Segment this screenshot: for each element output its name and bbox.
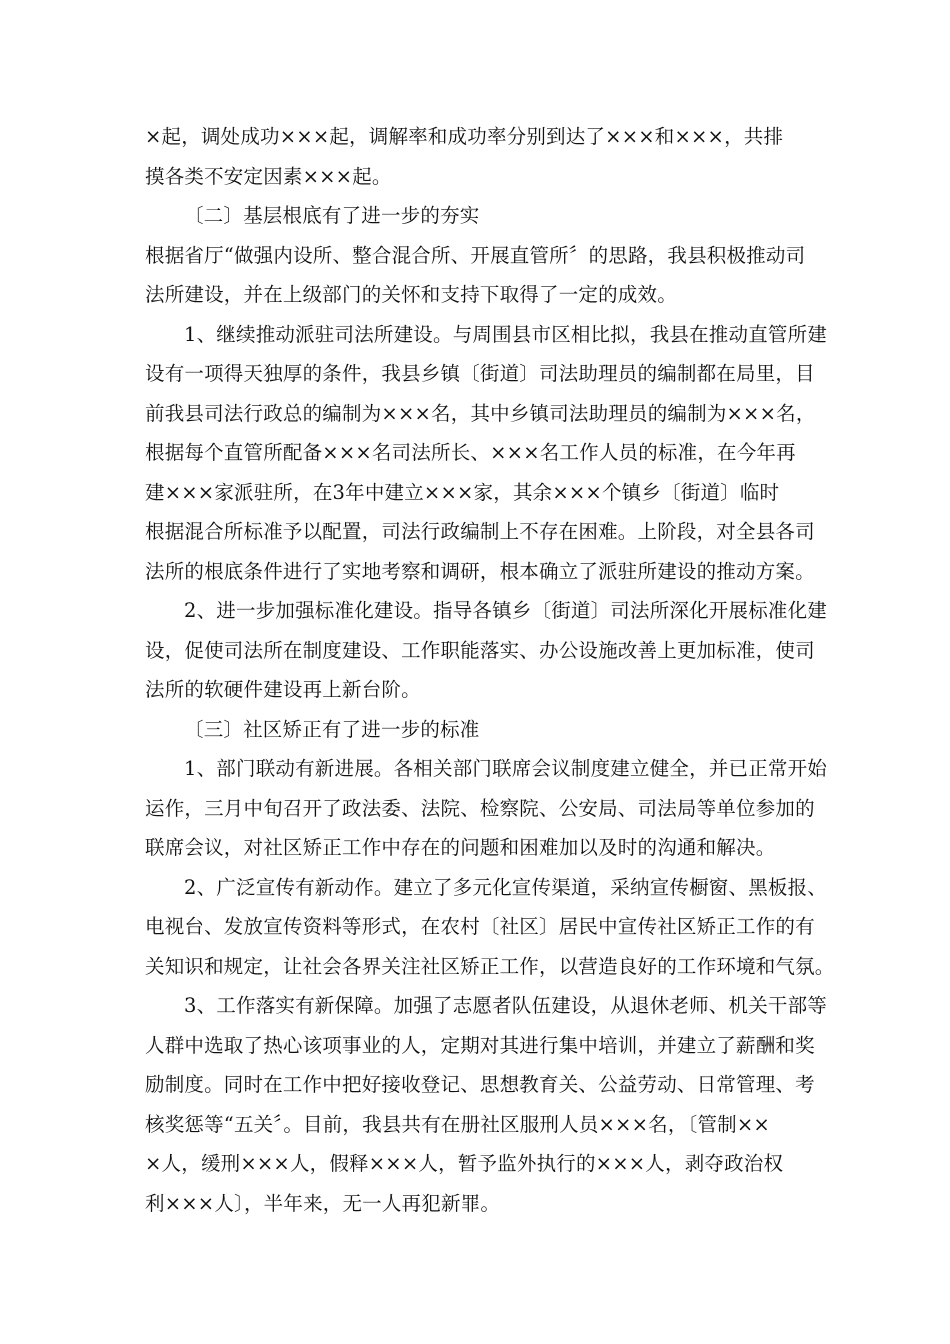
text-line: 联席会议，对社区矫正工作中存在的问题和困难加以及时的沟通和解决。 (145, 836, 776, 859)
text-line: 摸各类不安定因素×××起。 (145, 164, 392, 188)
text-line: 利×××人〕，半年来，无一人再犯新罪。 (145, 1191, 501, 1215)
text-line: 〔二〕基层根底有了进一步的夯实 (184, 204, 480, 227)
text-line: 2、进一步加强标准化建设。指导各镇乡〔街道〕司法所深化开展标准化建 (184, 599, 828, 622)
section-heading (145, 196, 825, 236)
text-line: 3、工作落实有新保障。加强了志愿者队伍建设，从退休老师、机关干部等 (184, 994, 828, 1017)
body-paragraph (145, 986, 828, 1223)
text-line: 根据省厅“做强内设所、整合混合所、开展直管所〞的思路，我县积极推动司 (145, 243, 806, 267)
section-heading (145, 710, 825, 750)
text-line: 1、部门联动有新进展。各相关部门联席会议制度建立健全，并已正常开始 (184, 757, 828, 780)
text-line: 人群中选取了热心该项事业的人，定期对其进行集中培训，并建立了薪酬和奖 (145, 1033, 815, 1057)
body-paragraph (145, 117, 825, 196)
body-paragraph (145, 749, 828, 868)
text-line: 前我县司法行政总的编制为×××名，其中乡镇司法助理员的编制为×××名， (145, 401, 816, 425)
document-body (145, 117, 835, 1223)
text-line: ×起，调处成功×××起，调解率和成功率分别到达了×××和×××，共排 (145, 125, 784, 148)
text-line: 设有一项得天独厚的条件，我县乡镇〔街道〕司法助理员的编制都在局里，目 (145, 362, 815, 385)
body-paragraph (145, 315, 828, 592)
text-line: 2、广泛宣传有新动作。建立了多元化宣传渠道，采纳宣传橱窗、黑板报、 (184, 875, 828, 899)
text-line: 法所的软硬件建设再上新台阶。 (145, 678, 421, 701)
text-line: 核奖惩等“五关〞。目前，我县共有在册社区服刑人员×××名，〔管制×× (145, 1112, 770, 1136)
paragraph-list (145, 117, 835, 1223)
text-line: 1、继续推动派驻司法所建设。与周围县市区相比拟，我县在推动直管所建 (184, 322, 828, 346)
text-line: ×人，缓刑×××人，假释×××人，暂予监外执行的×××人，剥夺政治权 (145, 1152, 784, 1175)
body-paragraph (145, 868, 835, 987)
body-paragraph (145, 236, 825, 315)
body-paragraph (145, 591, 828, 710)
text-line: 建×××家派驻所，在3年中建立×××家，其余×××个镇乡〔街道〕临时 (145, 480, 780, 504)
text-line: 电视台、发放宣传资料等形式，在农村〔社区〕居民中宣传社区矫正工作的有 (145, 915, 815, 938)
text-line: 〔三〕社区矫正有了进一步的标准 (184, 717, 480, 741)
text-line: 法所建设，并在上级部门的关怀和支持下取得了一定的成效。 (145, 283, 677, 306)
text-line: 根据每个直管所配备×××名司法所长、×××名工作人员的标准，在今年再 (145, 441, 796, 464)
text-line: 励制度。同时在工作中把好接收登记、思想教育关、公益劳动、日常管理、考 (145, 1073, 815, 1096)
text-line: 法所的根底条件进行了实地考察和调研，根本确立了派驻所建设的推动方案。 (145, 559, 815, 583)
text-line: 运作，三月中旬召开了政法委、法院、检察院、公安局、司法局等单位参加的 (145, 796, 815, 820)
text-line: 根据混合所标准予以配置，司法行政编制上不存在困难。上阶段，对全县各司 (145, 520, 815, 543)
text-line: 关知识和规定，让社会各界关注社区矫正工作，以营造良好的工作环境和气氛。 (145, 954, 835, 978)
text-line: 设，促使司法所在制度建设、工作职能落实、办公设施改善上更加标准，使司 (145, 638, 815, 662)
